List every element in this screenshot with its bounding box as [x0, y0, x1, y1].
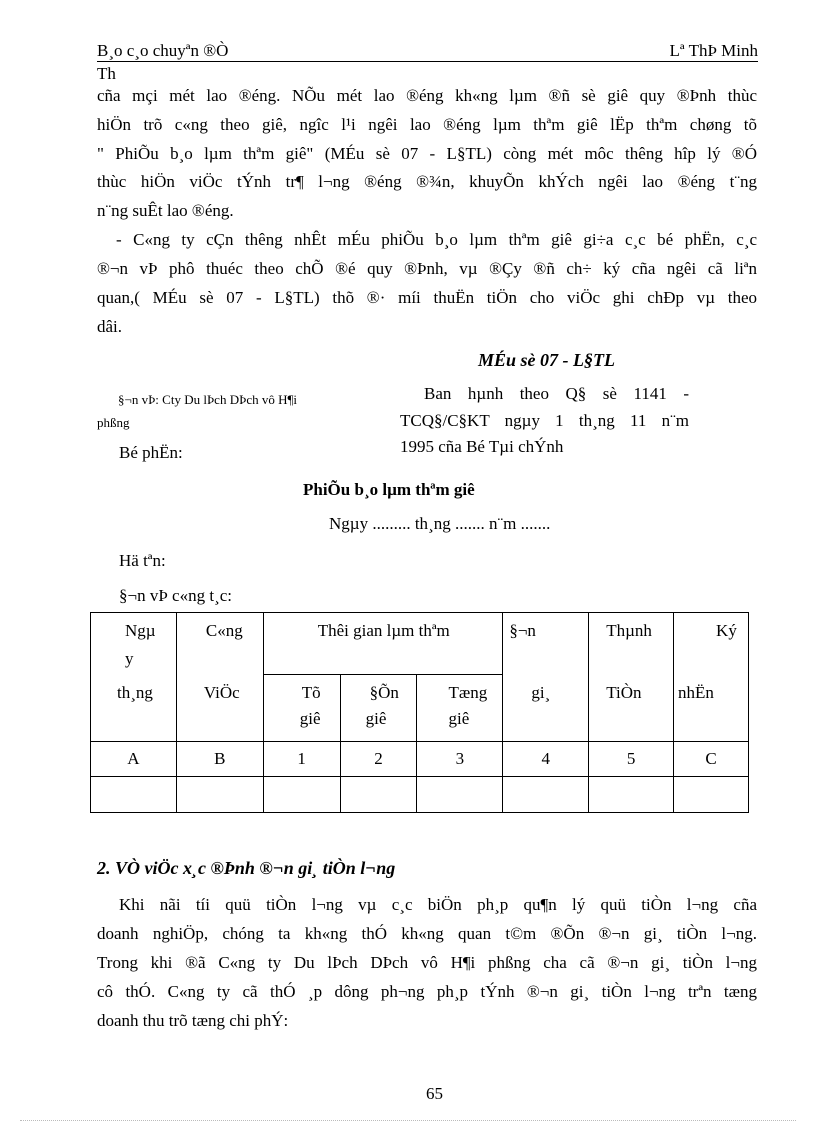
header-unit-price: §¬n gi¸ — [503, 613, 589, 742]
section2-line: doanh nghiÖp, chóng ta kh«ng thÓ kh«ng quan t©m ®Õn ®¬n gi¸ tiÒn l¬ng. — [97, 924, 757, 943]
para2-line: - C«ng ty cÇn thêng nhÊt mÉu phiÕu b¸o lµm thªm giê gi÷a c¸c bé phËn, c¸c — [116, 230, 757, 249]
para2-line: dâi. — [97, 317, 123, 336]
subheader-to: §Õn giê — [340, 675, 417, 742]
blank-cell — [417, 777, 503, 813]
form-date-line: Ngµy ......... th¸ng ....... n¨m ....... — [329, 514, 551, 533]
section2-line: cô thÓ. C«ng ty cã thÓ ¸p dông ph¬ng ph¸p tÝnh ®¬n gi¸ tiÒn l¬ng trªn tæng — [97, 982, 757, 1001]
form-unit: §¬n vÞ: Cty Du lÞch DÞch vô H¶i — [118, 392, 297, 407]
para1-line: n¨ng suÊt lao ®éng. — [97, 201, 234, 220]
code-cell: 5 — [589, 742, 674, 777]
page-header — [97, 41, 758, 62]
header-date: Ngµ y th¸ng — [91, 613, 177, 742]
code-cell: 2 — [340, 742, 417, 777]
table-header-row — [91, 613, 749, 675]
form-code: MÉu sè 07 - L§TL — [478, 350, 615, 370]
section2-heading: 2. VÒ viÖc x¸c ®Þnh ®¬n gi¸ tiÒn l¬ng — [97, 858, 396, 878]
blank-cell — [340, 777, 417, 813]
form-decision-line: 1995 cña Bé Tµi chÝnh — [400, 437, 564, 456]
code-cell: C — [674, 742, 749, 777]
blank-cell — [176, 777, 263, 813]
form-name-label: Hä tªn: — [119, 551, 166, 570]
form-decision-line: TCQ§/C§KT ngµy 1 th¸ng 11 n¨m — [400, 411, 689, 430]
page-bottom-divider — [20, 1120, 796, 1121]
header-author: Lª ThÞ Minh — [669, 41, 758, 60]
form-title: PhiÕu b¸o lµm thªm giê — [303, 480, 475, 499]
header-work: C«ng ViÖc — [176, 613, 263, 742]
section2-line: Khi nãi tíi quü tiÒn l¬ng vµ c¸c biÖn ph¸p qu¶n lý quü tiÒn l¬ng cña — [119, 895, 757, 914]
blank-cell — [503, 777, 589, 813]
form-decision-line: Ban hµnh theo Q§ sè 1141 - — [424, 384, 689, 403]
code-cell: B — [176, 742, 263, 777]
para1-line: cña mçi mét lao ®éng. NÕu mét lao ®éng kh«ng lµm ®ñ sè giê quy ®Þnh thùc — [97, 86, 757, 105]
overtime-table — [90, 612, 749, 813]
blank-cell — [91, 777, 177, 813]
code-cell: 4 — [503, 742, 589, 777]
blank-cell — [589, 777, 674, 813]
section2-line: Trong khi ®ã C«ng ty Du lÞch DÞch vô H¶i phßng cha cã ®¬n gi¸ tiÒn l¬ng — [97, 953, 757, 972]
code-cell: 3 — [417, 742, 503, 777]
code-cell: A — [91, 742, 177, 777]
para2-line: ®¬n vÞ phô thuéc theo chÕ ®é quy ®Þnh, vµ ®Çy ®ñ ch÷ ký cña ngêi cã liªn — [97, 259, 757, 278]
form-unit-cont: phßng — [97, 415, 130, 430]
table-blank-row — [91, 777, 749, 813]
para1-line: hiÖn trõ c«ng theo giê, ngîc l¹i ngêi lao ®éng lµm thªm giê lËp thªm chøng tõ — [97, 115, 757, 134]
para1-line: " PhiÕu b¸o lµm thªm giê" (MÉu sè 07 - L§TL) còng mét môc thêng hîp lý ®Ó — [97, 144, 757, 163]
header-report-title: B¸o c¸o chuyªn ®Ò — [97, 41, 229, 60]
table-code-row — [91, 742, 749, 777]
code-cell: 1 — [263, 742, 340, 777]
text-fragment: Th — [97, 64, 116, 83]
subheader-total: Tæng giê — [417, 675, 503, 742]
para1-line: thùc hiÖn viÖc tÝnh tr¶ l¬ng ®éng ®¾n, khuyÕn khÝch ngêi lao ®éng t¨ng — [97, 172, 757, 191]
subheader-from: Tõ giê — [263, 675, 340, 742]
section2-line: doanh thu trõ tæng chi phÝ: — [97, 1011, 289, 1030]
header-amount: Thµnh TiÒn — [589, 613, 674, 742]
para2-line: quan,( MÉu sè 07 - L§TL) thõ ®· míi thuËn tiÖn cho viÖc ghi chÐp vµ theo — [97, 288, 757, 307]
header-signature: Ký nhËn — [674, 613, 749, 742]
form-workplace-label: §¬n vÞ c«ng t¸c: — [119, 586, 232, 605]
header-overtime: Thêi gian lµm thªm — [263, 613, 503, 675]
blank-cell — [263, 777, 340, 813]
blank-cell — [674, 777, 749, 813]
page-number: 65 — [426, 1084, 443, 1103]
form-department-label: Bé phËn: — [119, 443, 183, 462]
